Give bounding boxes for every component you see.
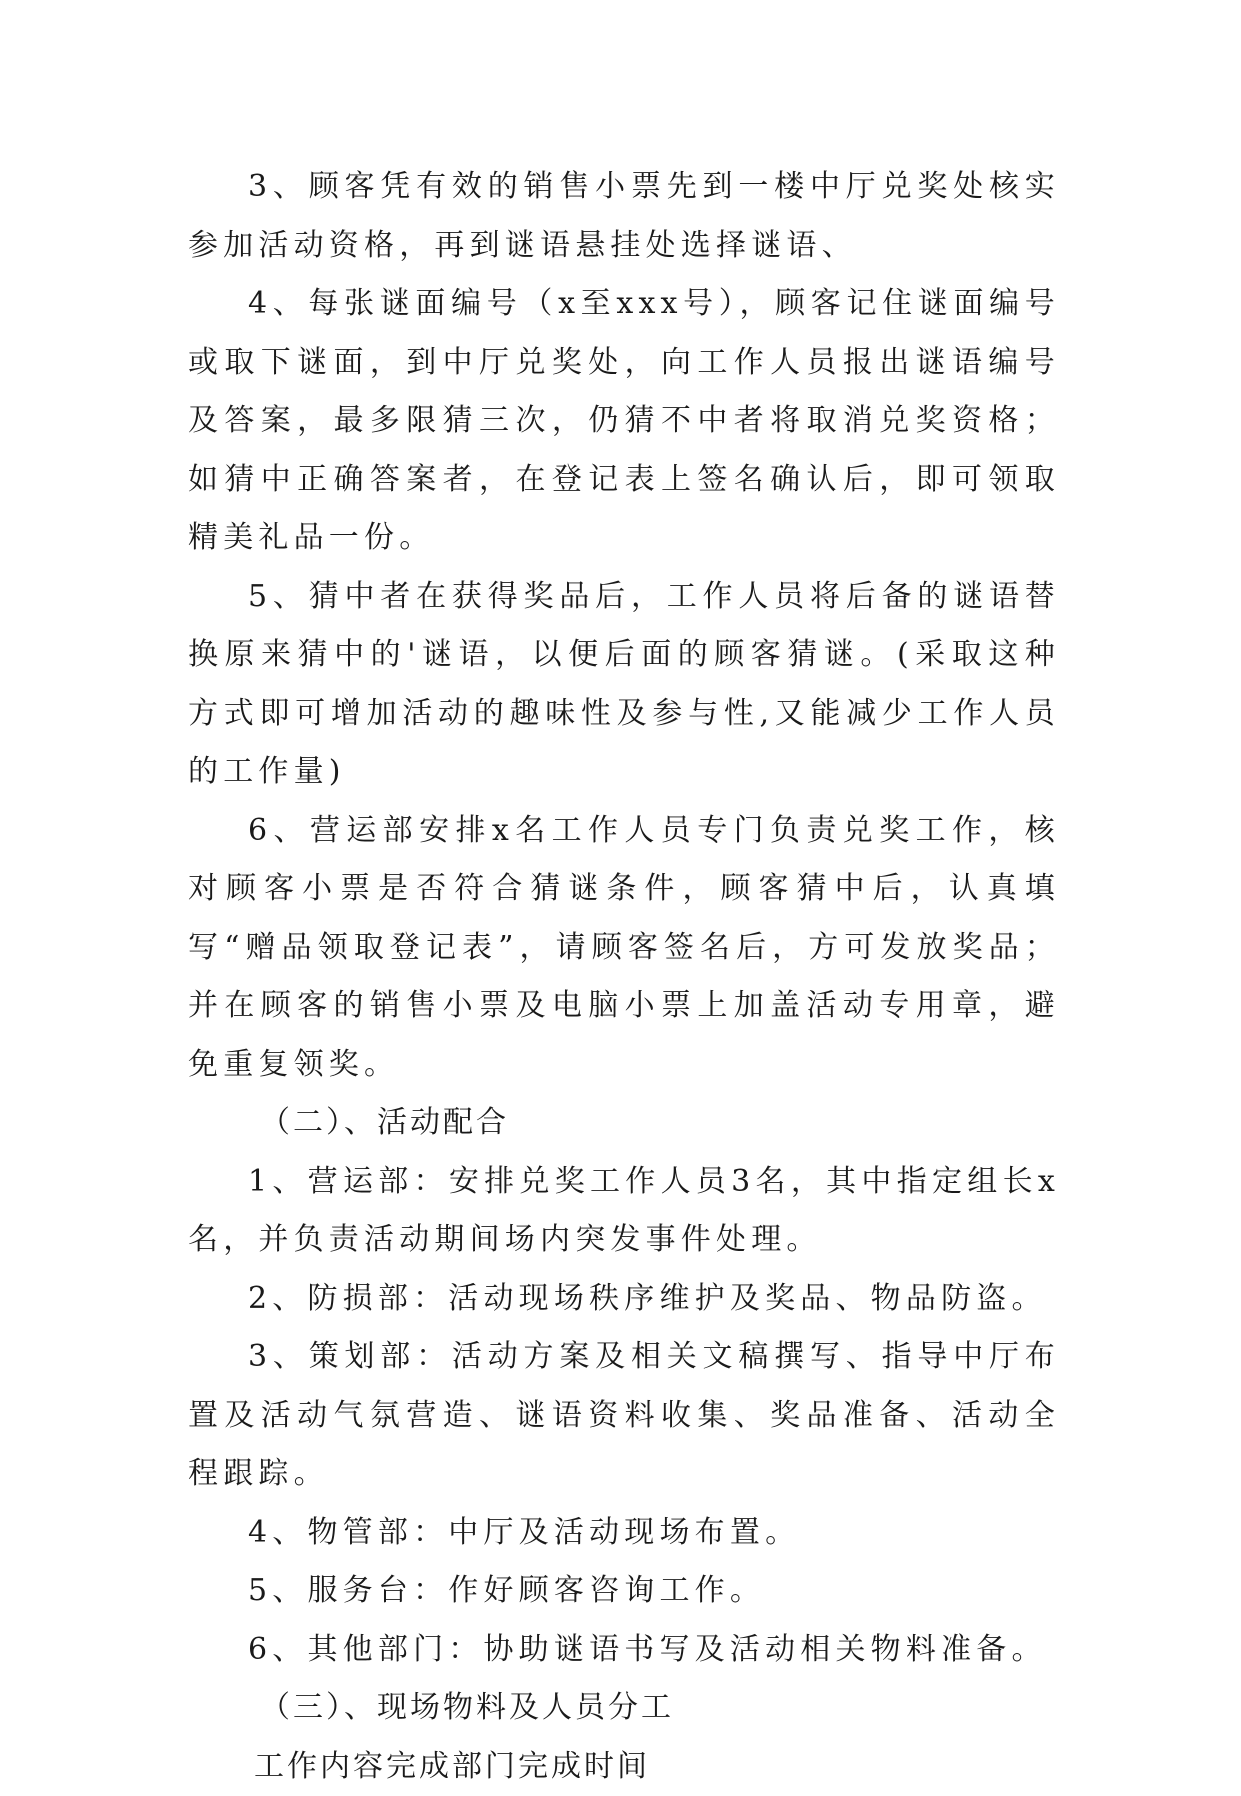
section-heading-materials-and-staffing: （三）、现场物料及人员分工	[188, 1679, 1060, 1738]
coordination-item-service-desk: 5、服务台：作好顾客咨询工作。	[188, 1562, 1060, 1621]
paragraph-item-3: 3、顾客凭有效的销售小票先到一楼中厅兑奖处核实参加活动资格，再到谜语悬挂处选择谜语、	[188, 158, 1060, 275]
coordination-item-loss-prevention: 2、防损部：活动现场秩序维护及奖品、物品防盗。	[188, 1270, 1060, 1329]
coordination-item-operations: 1、营运部：安排兑奖工作人员3名，其中指定组长x名，并负责活动期间场内突发事件处理。	[188, 1153, 1060, 1270]
section-heading-activity-coordination: （二）、活动配合	[188, 1094, 1060, 1153]
document-body	[188, 158, 1060, 1796]
coordination-item-property-management: 4、物管部：中厅及活动现场布置。	[188, 1504, 1060, 1563]
paragraph-item-6: 6、营运部安排x名工作人员专门负责兑奖工作，核对顾客小票是否符合猜谜条件，顾客猜中后，认真填写“赠品领取登记表”，请顾客签名后，方可发放奖品；并在顾客的销售小票及电脑小票上加盖活动专用章，避免重复领奖。	[188, 802, 1060, 1095]
paragraph-item-5: 5、猜中者在获得奖品后，工作人员将后备的谜语替换原来猜中的'谜语，以便后面的顾客猜谜。(采取这种方式即可增加活动的趣味性及参与性,又能减少工作人员的工作量)	[188, 568, 1060, 802]
coordination-item-other-departments: 6、其他部门：协助谜语书写及活动相关物料准备。	[188, 1621, 1060, 1680]
table-header-row: 工作内容完成部门完成时间	[188, 1738, 1060, 1796]
coordination-item-planning: 3、策划部：活动方案及相关文稿撰写、指导中厅布置及活动气氛营造、谜语资料收集、奖品准备、活动全程跟踪。	[188, 1328, 1060, 1504]
paragraph-item-4: 4、每张谜面编号（x至xxx号），顾客记住谜面编号或取下谜面，到中厅兑奖处，向工作人员报出谜语编号及答案，最多限猜三次，仍猜不中者将取消兑奖资格；如猜中正确答案者，在登记表上签名确认后，即可领取精美礼品一份。	[188, 275, 1060, 568]
